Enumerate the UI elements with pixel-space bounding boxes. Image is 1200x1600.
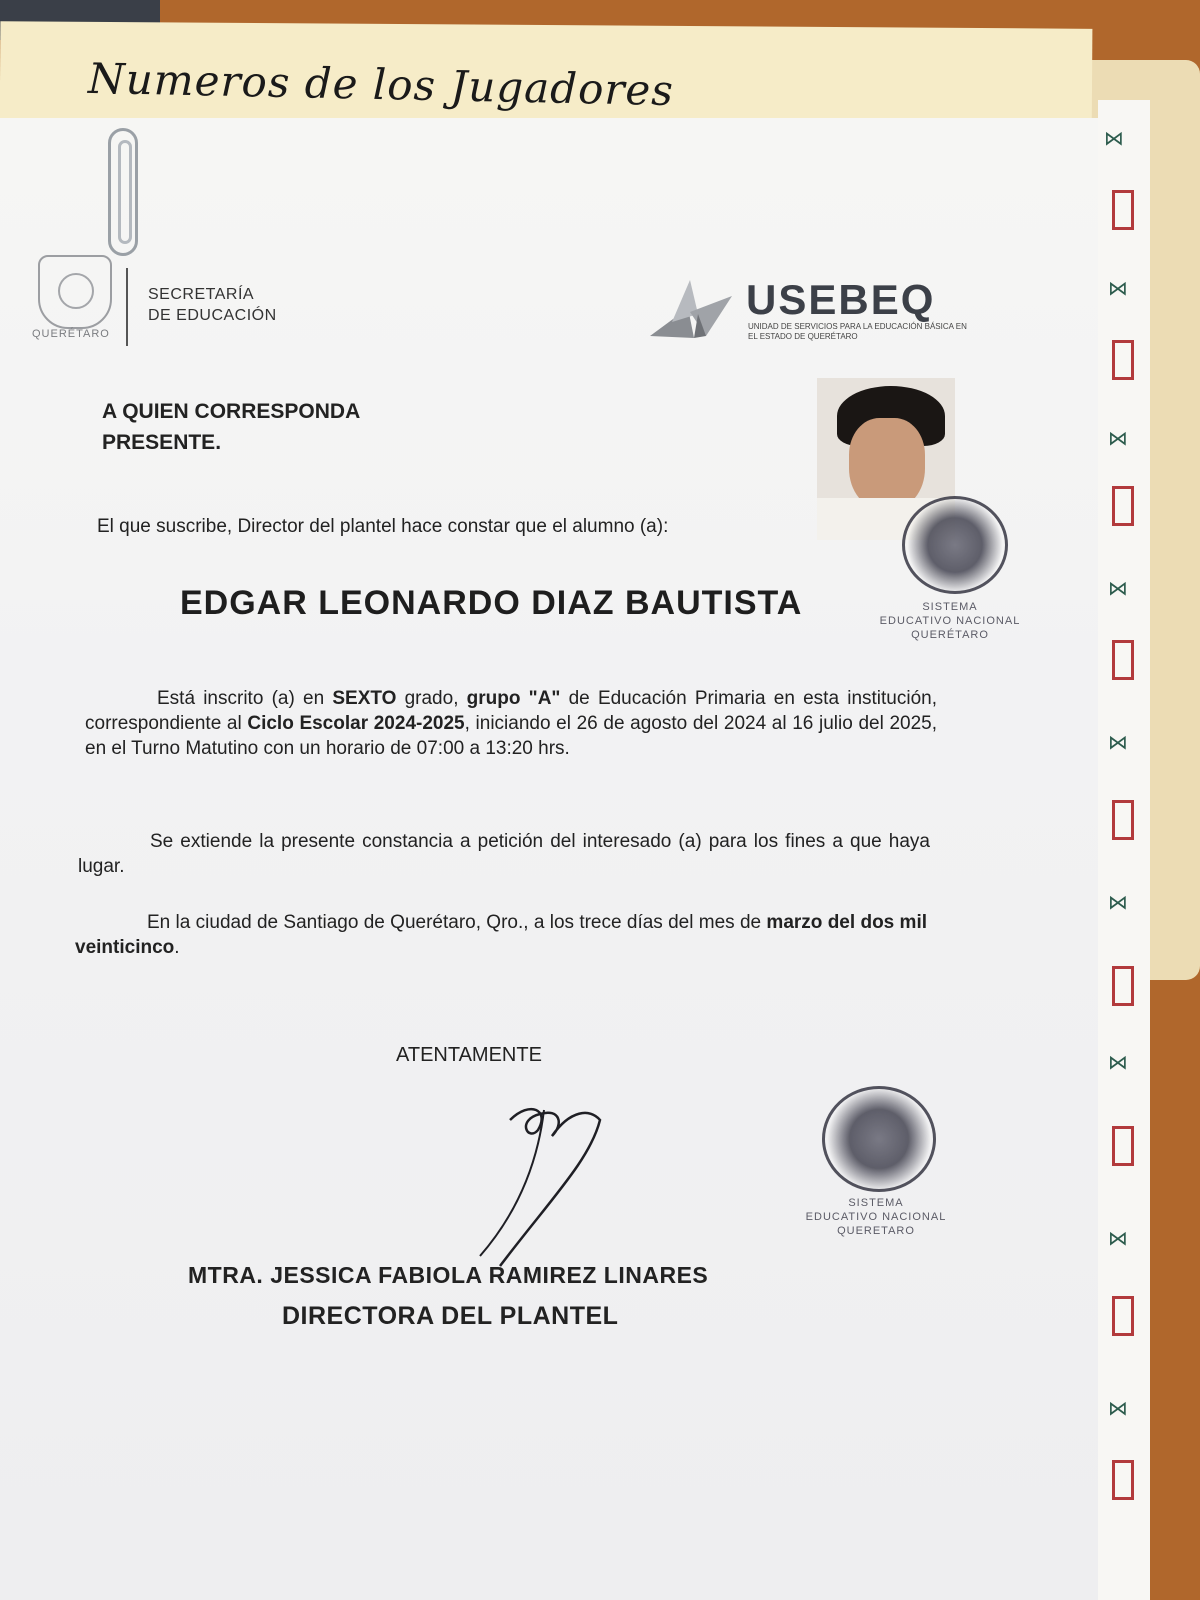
edge-bowtie-icon: ⋈: [1104, 126, 1124, 150]
secretaria-line1: SECRETARÍA: [148, 286, 255, 303]
edge-bracket-icon: [1112, 640, 1134, 680]
edge-bowtie-icon: ⋈: [1108, 576, 1128, 600]
purpose-paragraph: Se extiende la presente constancia a petición del interesado (a) para los fines a que haya lugar.: [78, 831, 930, 877]
stamp-top-line2: EDUCATIVO NACIONAL: [879, 615, 1021, 627]
stamp-text-bottom: [786, 1196, 966, 1238]
greeting: [102, 396, 360, 458]
p1-grade: SEXTO: [332, 688, 397, 709]
stamp-bottom-line2: EDUCATIVO NACIONAL: [805, 1211, 947, 1223]
stamp-bottom-line3: QUERETARO: [837, 1225, 915, 1237]
p1-school-cycle: Ciclo Escolar 2024-2025: [247, 713, 465, 734]
stamp-text-top: [860, 600, 1040, 642]
official-seal-top: [902, 496, 1008, 594]
p1-group: grupo "A": [466, 688, 561, 709]
p1-text-2: grado,: [396, 688, 467, 709]
director-role: DIRECTORA DEL PLANTEL: [282, 1302, 619, 1330]
closing-text: ATENTAMENTE: [396, 1044, 542, 1066]
state-logo-label: QUERÉTARO: [32, 328, 110, 340]
p3-text-2: .: [174, 937, 180, 958]
edge-bracket-icon: [1112, 800, 1134, 840]
stamp-bottom-line1: SISTEMA: [848, 1197, 904, 1209]
student-name: EDGAR LEONARDO DIAZ BAUTISTA: [180, 584, 803, 622]
stamp-top-line3: QUERÉTARO: [911, 629, 989, 641]
header-divider: [126, 268, 128, 346]
edge-bowtie-icon: ⋈: [1108, 1050, 1128, 1074]
edge-bracket-icon: [1112, 966, 1134, 1006]
edge-bracket-icon: [1112, 1460, 1134, 1500]
edge-bracket-icon: [1112, 486, 1134, 526]
edge-bracket-icon: [1112, 1296, 1134, 1336]
folder-edge-pattern: [1098, 100, 1150, 1600]
p3-text-1: En la ciudad de Santiago de Querétaro, Qro., a los trece días del mes de: [147, 912, 767, 933]
secretaria-line2: DE EDUCACIÓN: [148, 307, 277, 324]
p1-text-4: , iniciando el 26 de agosto del 2024 al 16 julio del 2025, en el Turno Matutino con un horario de 07:00 a 13:20 hrs.: [85, 713, 937, 759]
p1-text-3: de Educación Primaria en esta institución, correspondiente al: [85, 688, 937, 734]
official-seal-bottom: [822, 1086, 936, 1192]
p1-text-1: Está inscrito (a) en: [157, 688, 333, 709]
usebeq-title: USEBEQ: [746, 276, 936, 323]
date-paragraph: [75, 910, 927, 960]
usebeq-origami-icon: [650, 278, 732, 342]
greeting-line2: PRESENTE.: [102, 431, 222, 454]
enrollment-paragraph: [85, 686, 937, 761]
folder-tab-handwritten-label: Numeros de los Jugadores: [87, 53, 675, 116]
stamp-top-line1: SISTEMA: [922, 601, 978, 613]
edge-bracket-icon: [1112, 1126, 1134, 1166]
greeting-line1: A QUIEN CORRESPONDA: [102, 400, 361, 423]
edge-bowtie-icon: ⋈: [1108, 890, 1128, 914]
director-name: MTRA. JESSICA FABIOLA RAMIREZ LINARES: [188, 1262, 709, 1288]
p3-date: marzo del dos mil veinticinco: [75, 912, 928, 958]
paperclip-inner: [118, 140, 132, 244]
usebeq-subtitle: UNIDAD DE SERVICIOS PARA LA EDUCACIÓN BÁSICA EN EL ESTADO DE QUERÉTARO: [748, 322, 967, 341]
queretaro-coat-of-arms-icon: [38, 255, 112, 329]
edge-bowtie-icon: ⋈: [1108, 1226, 1128, 1250]
intro-text: El que suscribe, Director del plantel hace constar que el alumno (a):: [97, 516, 669, 537]
edge-bracket-icon: [1112, 340, 1134, 380]
photo-face: [849, 418, 925, 510]
edge-bowtie-icon: ⋈: [1108, 730, 1128, 754]
edge-bowtie-icon: ⋈: [1108, 276, 1128, 300]
edge-bowtie-icon: ⋈: [1108, 1396, 1128, 1420]
edge-bowtie-icon: ⋈: [1108, 426, 1128, 450]
secretaria-label: [148, 284, 277, 326]
director-signature: [440, 1080, 620, 1270]
edge-bracket-icon: [1112, 190, 1134, 230]
